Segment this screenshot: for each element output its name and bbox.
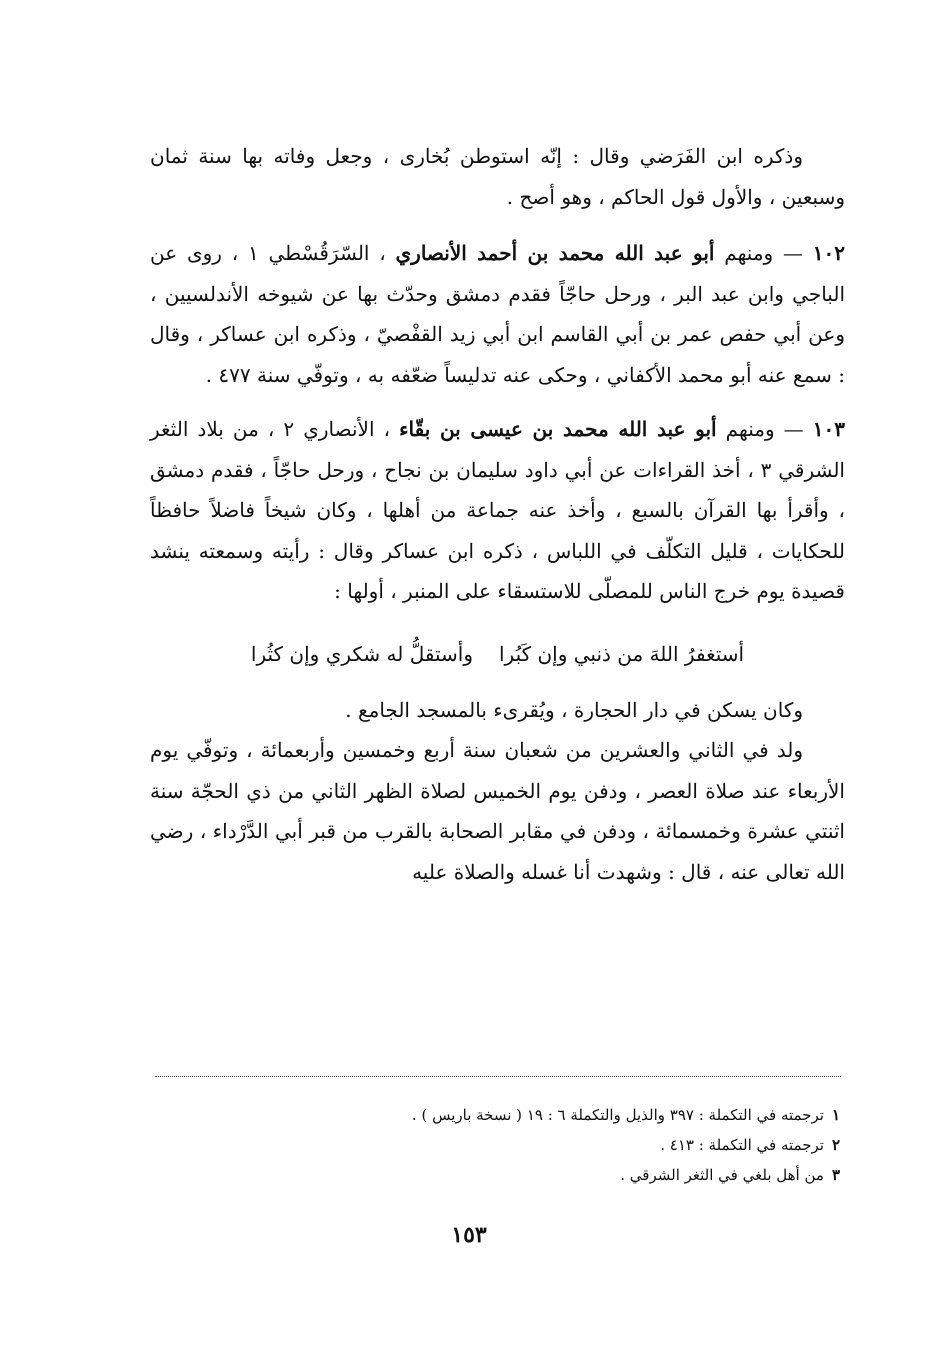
footnote-divider	[155, 1076, 841, 1077]
footnotes	[150, 1100, 840, 1190]
footnote-number: ٢	[831, 1136, 840, 1154]
footnote-number: ٣	[831, 1166, 840, 1184]
entry-text: ، الأنصاري ٢ ، من بلاد الثغر الشرقي ٣ ، أخذ القراءات عن أبي داود سليمان بن نجاح ، ورحل حاجّاً ، فقدم دمشق ، وأقرأ بها القرآن بالسبع ، وأخذ عنه جماعة من أهلها ، وكان شيخاً فاضلاً حافظاً للحكايات ، قليل التكلّف في اللباس ، ذكره ابن عساكر وقال : رأيته وسمعته ينشد قصيدة يوم خرج الناس للمصلّى للاستسقاء على المنبر ، أولها :	[150, 417, 845, 603]
paragraph-residence: وكان يسكن في دار الحجارة ، ويُقرىء بالمسجد الجامع .	[345, 697, 803, 722]
paragraph-birth-death: ولد في الثاني والعشرين من شعبان سنة أربع وخمسين وأربعمائة ، وتوفّي يوم الأربعاء عند صلاة العصر ، ودفن يوم الخميس لصلاة الظهر الثاني من ذي الحجّة سنة اثنتي عشرة وخمسمائة ، ودفن في مقابر الصحابة بالقرب من قبر أبي الدَّرْداء ، رضي الله تعالى عنه ، قال : وشهدت أنا غسله والصلاة عليه	[150, 738, 845, 884]
entry-number: ١٠٢	[812, 241, 845, 265]
poem-hemistich-first: أستغفرُ اللهَ من ذنبي وإن كَبُرا	[498, 641, 745, 666]
footnote-text: ترجمته في التكملة : ٤١٣ .	[660, 1136, 824, 1154]
entry-name: أبو عبد الله محمد بن أحمد الأنصاري	[395, 241, 715, 265]
entry-name: أبو عبد الله محمد بن عيسى بن بقّاء	[399, 417, 717, 441]
paragraph-ibn-al-faradi: وذكره ابن الفَرَضي وقال : إنّه استوطن بُخارى ، وجعل وفاته بها سنة ثمان وسبعين ، والأول قول الحاكم ، وهو أصح .	[150, 144, 845, 209]
footnote-2	[150, 1130, 840, 1160]
entry-dash: — ومنهم	[716, 417, 813, 441]
entry-number: ١٠٣	[812, 417, 845, 441]
book-page-body	[150, 136, 845, 1256]
entry-103	[150, 409, 845, 612]
footnote-text: من أهل بلغي في الثغر الشرقي .	[620, 1166, 824, 1184]
footnote-1	[150, 1100, 840, 1130]
entry-102	[150, 233, 845, 395]
footnote-3	[150, 1160, 840, 1190]
entry-text: ، السّرَقُسْطي ١ ، روى عن الباجي وابن عبد البر ، ورحل حاجّاً فقدم دمشق وحدّث بها عن شيوخه الأندلسيين ، وعن أبي حفص عمر بن أبي القاسم ابن أبي زيد القفْصيّ ، وذكره ابن عساكر ، وقال : سمع عنه أبو محمد الأكفاني ، وحكى عنه تدليساً ضعّفه به ، وتوفّي سنة ٤٧٧ .	[150, 241, 845, 387]
entry-dash: — ومنهم	[714, 241, 813, 265]
footnote-number: ١	[831, 1106, 840, 1124]
footnote-text: ترجمته في التكملة : ٣٩٧ والذيل والتكملة ٦ : ١٩ ( نسخة باريس ) .	[411, 1106, 824, 1124]
poem-verse	[150, 634, 845, 674]
poem-hemistich-second: وأستقلُّ له شكري وإن كثُرا	[250, 641, 473, 666]
page-number: ١٥٣	[451, 1222, 487, 1248]
